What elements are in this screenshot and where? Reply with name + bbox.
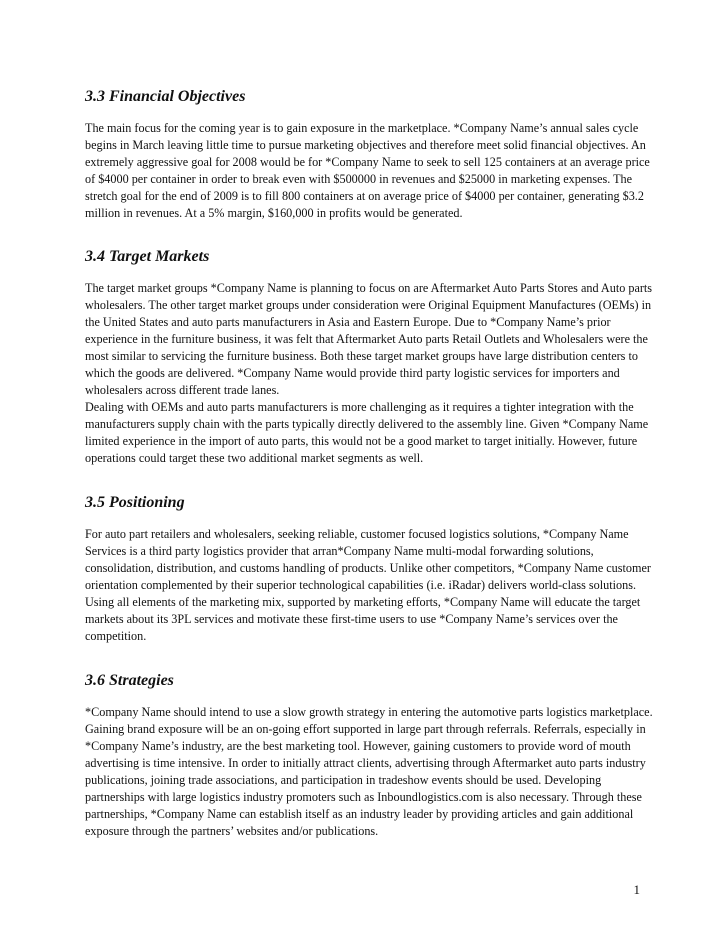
section-financial-objectives (85, 88, 660, 222)
section-target-markets (85, 248, 660, 467)
paragraph: The target market groups *Company Name is planning to focus on are Aftermarket Auto Parts Stores and Auto parts wholesalers. The other target market groups under consideration were Original Equipment Manufactures (OEMs) in the United States and auto parts manufacturers in Asia and Eastern Europe. Due to *Company Name’s prior experience in the furniture business, it was felt that Aftermarket Auto parts Retail Outlets and Wholesalers were the most similar to servicing the furniture business. Both these target market groups have large distribution centers to which the goods are delivered. *Company Name would provide third party logistic services for importers and wholesalers across different trade lanes. (85, 281, 653, 397)
document-body (85, 88, 660, 840)
section-positioning (85, 494, 660, 645)
paragraph: Dealing with OEMs and auto parts manufacturers is more challenging as it requires a tighter integration with the manufacturers supply chain with the parts typically directly delivered to the assembly line. Given *Company Name limited experience in the import of auto parts, this would not be a good market to target initially. However, future operations could target these two additional market segments as well. (85, 400, 649, 465)
paragraph: For auto part retailers and wholesalers, seeking reliable, customer focused logistics solutions, *Company Name Services is a third party logistics provider that arran*Company Name multi-modal forwarding solutions, consolidation, distribution, and customs handling of products. Unlike other competitors, *Company Name customer orientation complemented by their superior technological capabilities (i.e. iRadar) delivers world-class solutions. Using all elements of the marketing mix, supported by marketing efforts, *Company Name will educate the target markets about its 3PL services and motivate these first-time users to use *Company Name’s services over the competition. (85, 527, 651, 643)
section-heading: 3.4 Target Markets (85, 248, 210, 265)
section-heading: 3.6 Strategies (85, 672, 174, 689)
section-heading: 3.3 Financial Objectives (85, 88, 246, 105)
section-heading: 3.5 Positioning (85, 494, 185, 511)
paragraph: *Company Name should intend to use a slow growth strategy in entering the automotive parts logistics marketplace. Gaining brand exposure will be an on-going effort supported in large part through referrals. Referrals, especially in *Company Name’s industry, are the best marketing tool. However, gaining customers to provide word of mouth advertising is time intensive. In order to initially attract clients, advertising through Aftermarket auto parts industry publications, joining trade associations, and participation in tradeshow events should be used. Developing partnerships with large logistics industry promoters such as Inboundlogistics.com is also necessary. Through these partnerships, *Company Name can establish itself as an industry leader by providing articles and gain additional exposure through the partners’ websites and/or publications. (85, 705, 653, 838)
paragraph: The main focus for the coming year is to gain exposure in the marketplace. *Company Name’s annual sales cycle begins in March leaving little time to pursue marketing objectives and therefore meet solid financial objectives. An extremely aggressive goal for 2008 would be for *Company Name to seek to sell 125 containers at an average price of $4000 per container in order to break even with $500000 in revenues and $25000 in marketing expenses. The stretch goal for the end of 2009 is to fill 800 containers at on average price of $4000 per container, generating $3.2 million in revenues. At a 5% margin, $160,000 in profits would be generated. (85, 121, 650, 220)
section-strategies (85, 672, 660, 840)
page-number: 1 (633, 882, 640, 897)
